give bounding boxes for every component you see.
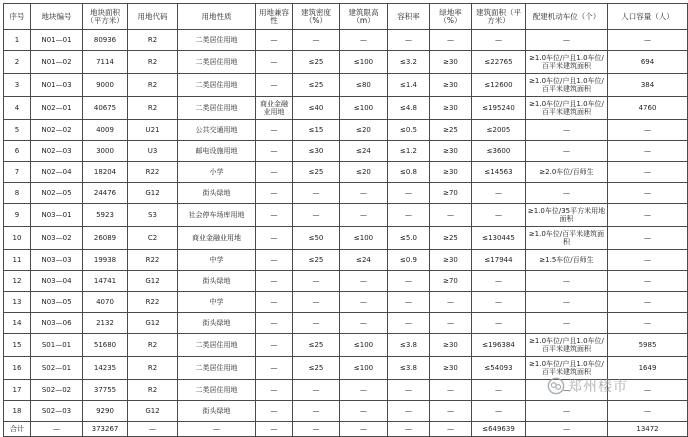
- cell-seq: 13: [4, 292, 31, 313]
- cell-seq: 10: [4, 227, 31, 250]
- cell-area: 19938: [83, 250, 128, 271]
- cell-block-id: N01—03: [31, 74, 83, 97]
- cell-compatibility: —: [256, 250, 293, 271]
- cell-use-type: 社会停车场库用地: [178, 204, 256, 227]
- cell-density: ≤25: [293, 357, 340, 380]
- table-row: [4, 30, 688, 51]
- totals-use-type: —: [178, 422, 256, 437]
- cell-compatibility: —: [256, 292, 293, 313]
- table-row: [4, 141, 688, 162]
- cell-far: ≤0.9: [388, 250, 430, 271]
- cell-far: —: [388, 292, 430, 313]
- table-body: [4, 30, 688, 422]
- cell-use-type: 街头绿地: [178, 401, 256, 422]
- cell-far: ≤3.2: [388, 51, 430, 74]
- watermark: [547, 376, 628, 396]
- cell-use-type: 二类居住用地: [178, 380, 256, 401]
- cell-floor-area: —: [472, 313, 526, 334]
- cell-area: 18204: [83, 162, 128, 183]
- cell-area: 40675: [83, 97, 128, 120]
- header-height: 建筑限高（m）: [340, 4, 388, 30]
- cell-floor-area: ≤195240: [472, 97, 526, 120]
- cell-use-code: U3: [128, 141, 178, 162]
- cell-height: —: [340, 30, 388, 51]
- table-row: [4, 183, 688, 204]
- table-row: [4, 162, 688, 183]
- cell-parking: —: [526, 120, 608, 141]
- cell-seq: 1: [4, 30, 31, 51]
- header-green: 绿地率（%）: [430, 4, 472, 30]
- cell-area: 14741: [83, 271, 128, 292]
- cell-block-id: N03—01: [31, 204, 83, 227]
- cell-area: 3000: [83, 141, 128, 162]
- cell-population: —: [608, 380, 688, 401]
- cell-parking: —: [526, 401, 608, 422]
- cell-population: 5985: [608, 334, 688, 357]
- table-row: [4, 227, 688, 250]
- cell-use-type: 二类居住用地: [178, 357, 256, 380]
- cell-parking: —: [526, 380, 608, 401]
- cell-density: ≤25: [293, 162, 340, 183]
- cell-green: ≥30: [430, 97, 472, 120]
- cell-use-code: R2: [128, 97, 178, 120]
- cell-use-code: R22: [128, 162, 178, 183]
- cell-parking: —: [526, 30, 608, 51]
- cell-use-type: 二类居住用地: [178, 30, 256, 51]
- cell-population: —: [608, 183, 688, 204]
- cell-green: ≥30: [430, 250, 472, 271]
- cell-parking: ≥1.5车位/百师生: [526, 250, 608, 271]
- cell-density: —: [293, 30, 340, 51]
- cell-floor-area: ≤3600: [472, 141, 526, 162]
- cell-height: —: [340, 313, 388, 334]
- watermark-text: 郑州楼市: [568, 379, 628, 395]
- land-use-indicator-table: [3, 3, 688, 437]
- cell-use-code: R2: [128, 51, 178, 74]
- cell-density: —: [293, 292, 340, 313]
- cell-far: —: [388, 183, 430, 204]
- cell-compatibility: —: [256, 162, 293, 183]
- cell-height: ≤100: [340, 334, 388, 357]
- header-row: [4, 4, 688, 30]
- cell-block-id: N03—03: [31, 250, 83, 271]
- cell-compatibility: —: [256, 30, 293, 51]
- cell-height: —: [340, 380, 388, 401]
- cell-height: —: [340, 292, 388, 313]
- cell-population: —: [608, 313, 688, 334]
- cell-far: —: [388, 30, 430, 51]
- cell-use-code: R2: [128, 30, 178, 51]
- cell-green: —: [430, 401, 472, 422]
- cell-height: ≤100: [340, 51, 388, 74]
- cell-compatibility: —: [256, 313, 293, 334]
- cell-use-type: 小学: [178, 162, 256, 183]
- cell-far: ≤0.8: [388, 162, 430, 183]
- cell-use-code: R2: [128, 357, 178, 380]
- cell-floor-area: —: [472, 292, 526, 313]
- cell-density: —: [293, 204, 340, 227]
- cell-compatibility: —: [256, 380, 293, 401]
- cell-population: —: [608, 401, 688, 422]
- cell-use-type: 邮电设施用地: [178, 141, 256, 162]
- cell-area: 5923: [83, 204, 128, 227]
- cell-population: —: [608, 120, 688, 141]
- cell-use-code: R2: [128, 334, 178, 357]
- totals-block-id: —: [31, 422, 83, 437]
- cell-floor-area: —: [472, 204, 526, 227]
- table-row: [4, 292, 688, 313]
- cell-green: ≥30: [430, 334, 472, 357]
- cell-density: ≤15: [293, 120, 340, 141]
- cell-use-type: 街头绿地: [178, 271, 256, 292]
- table-row: [4, 204, 688, 227]
- cell-far: —: [388, 401, 430, 422]
- cell-use-code: G12: [128, 271, 178, 292]
- cell-density: ≤30: [293, 141, 340, 162]
- cell-block-id: S02—02: [31, 380, 83, 401]
- cell-density: —: [293, 401, 340, 422]
- cell-density: ≤25: [293, 74, 340, 97]
- cell-floor-area: —: [472, 30, 526, 51]
- header-density: 建筑密度（%）: [293, 4, 340, 30]
- cell-green: —: [430, 30, 472, 51]
- header-far: 容积率: [388, 4, 430, 30]
- header-area: 地块面积（平方米）: [83, 4, 128, 30]
- cell-block-id: N03—04: [31, 271, 83, 292]
- table-row: [4, 401, 688, 422]
- totals-use-code: —: [128, 422, 178, 437]
- cell-population: 1649: [608, 357, 688, 380]
- cell-parking: —: [526, 271, 608, 292]
- table-row: [4, 97, 688, 120]
- totals-compatibility: —: [256, 422, 293, 437]
- cell-seq: 7: [4, 162, 31, 183]
- cell-compatibility: —: [256, 334, 293, 357]
- header-floor-area: 建筑面积（平方米）: [472, 4, 526, 30]
- cell-use-type: 商业金融业用地: [178, 227, 256, 250]
- cell-use-type: 中学: [178, 292, 256, 313]
- cell-seq: 5: [4, 120, 31, 141]
- cell-green: ≥25: [430, 227, 472, 250]
- cell-parking: —: [526, 141, 608, 162]
- cell-height: —: [340, 204, 388, 227]
- cell-compatibility: —: [256, 401, 293, 422]
- cell-parking: ≥1.0车位/户且1.0车位/百平米建筑面积: [526, 51, 608, 74]
- cell-area: 4009: [83, 120, 128, 141]
- cell-seq: 9: [4, 204, 31, 227]
- cell-height: ≤20: [340, 120, 388, 141]
- cell-parking: ≥1.0车位/35平方米用地面积: [526, 204, 608, 227]
- cell-far: —: [388, 313, 430, 334]
- cell-population: 384: [608, 74, 688, 97]
- cell-floor-area: ≤14563: [472, 162, 526, 183]
- table-row: [4, 313, 688, 334]
- cell-compatibility: —: [256, 357, 293, 380]
- cell-seq: 16: [4, 357, 31, 380]
- cell-far: ≤4.8: [388, 97, 430, 120]
- header-compatibility: 用地兼容性: [256, 4, 293, 30]
- cell-seq: 17: [4, 380, 31, 401]
- cell-area: 80936: [83, 30, 128, 51]
- cell-far: ≤3.8: [388, 334, 430, 357]
- table-row: [4, 74, 688, 97]
- cell-use-code: G12: [128, 401, 178, 422]
- cell-compatibility: —: [256, 183, 293, 204]
- cell-area: 24476: [83, 183, 128, 204]
- cell-seq: 4: [4, 97, 31, 120]
- cell-population: —: [608, 162, 688, 183]
- header-block-id: 地块编号: [31, 4, 83, 30]
- cell-height: ≤100: [340, 97, 388, 120]
- cell-floor-area: ≤196384: [472, 334, 526, 357]
- cell-block-id: N03—02: [31, 227, 83, 250]
- cell-population: —: [608, 292, 688, 313]
- cell-population: —: [608, 141, 688, 162]
- cell-floor-area: —: [472, 380, 526, 401]
- cell-use-type: 二类居住用地: [178, 74, 256, 97]
- cell-parking: —: [526, 292, 608, 313]
- totals-label: 合计: [4, 422, 31, 437]
- cell-use-code: S3: [128, 204, 178, 227]
- wechat-official-account-icon: [547, 377, 565, 395]
- cell-use-type: 二类居住用地: [178, 51, 256, 74]
- cell-height: ≤20: [340, 162, 388, 183]
- cell-seq: 12: [4, 271, 31, 292]
- cell-use-type: 公共交通用地: [178, 120, 256, 141]
- totals-population: 13472: [608, 422, 688, 437]
- header-parking: 配建机动车位（个）: [526, 4, 608, 30]
- cell-area: 51680: [83, 334, 128, 357]
- cell-population: —: [608, 227, 688, 250]
- cell-use-type: 二类居住用地: [178, 334, 256, 357]
- cell-green: ≥30: [430, 357, 472, 380]
- cell-seq: 15: [4, 334, 31, 357]
- cell-use-code: R2: [128, 74, 178, 97]
- cell-block-id: N02—02: [31, 120, 83, 141]
- cell-height: —: [340, 401, 388, 422]
- cell-area: 2132: [83, 313, 128, 334]
- cell-floor-area: ≤54093: [472, 357, 526, 380]
- cell-floor-area: ≤12600: [472, 74, 526, 97]
- cell-area: 9290: [83, 401, 128, 422]
- cell-far: —: [388, 271, 430, 292]
- cell-floor-area: ≤17944: [472, 250, 526, 271]
- header-use-type: 用地性质: [178, 4, 256, 30]
- cell-far: ≤0.5: [388, 120, 430, 141]
- cell-density: —: [293, 313, 340, 334]
- cell-green: ≥30: [430, 51, 472, 74]
- cell-population: —: [608, 204, 688, 227]
- cell-green: —: [430, 292, 472, 313]
- cell-density: ≤25: [293, 51, 340, 74]
- cell-density: ≤25: [293, 250, 340, 271]
- cell-floor-area: —: [472, 271, 526, 292]
- cell-density: ≤40: [293, 97, 340, 120]
- totals-row: [4, 422, 688, 437]
- totals-floor-area: ≤649639: [472, 422, 526, 437]
- cell-height: ≤100: [340, 227, 388, 250]
- cell-population: —: [608, 30, 688, 51]
- cell-seq: 11: [4, 250, 31, 271]
- cell-population: —: [608, 250, 688, 271]
- cell-green: ≥25: [430, 120, 472, 141]
- cell-far: —: [388, 380, 430, 401]
- cell-area: 4070: [83, 292, 128, 313]
- totals-green: —: [430, 422, 472, 437]
- cell-height: —: [340, 183, 388, 204]
- cell-density: —: [293, 380, 340, 401]
- cell-floor-area: ≤22765: [472, 51, 526, 74]
- cell-use-type: 街头绿地: [178, 313, 256, 334]
- cell-height: ≤24: [340, 250, 388, 271]
- cell-floor-area: ≤130445: [472, 227, 526, 250]
- cell-seq: 18: [4, 401, 31, 422]
- cell-use-code: C2: [128, 227, 178, 250]
- cell-seq: 14: [4, 313, 31, 334]
- cell-green: ≥30: [430, 162, 472, 183]
- cell-parking: ≥1.0车位/百平米建筑面积: [526, 227, 608, 250]
- cell-compatibility: —: [256, 74, 293, 97]
- cell-compatibility: —: [256, 271, 293, 292]
- cell-compatibility: —: [256, 204, 293, 227]
- header-use-code: 用地代码: [128, 4, 178, 30]
- cell-use-code: G12: [128, 183, 178, 204]
- cell-area: 7114: [83, 51, 128, 74]
- cell-compatibility: —: [256, 141, 293, 162]
- cell-density: —: [293, 183, 340, 204]
- cell-block-id: N03—05: [31, 292, 83, 313]
- cell-parking: —: [526, 313, 608, 334]
- table-row: [4, 334, 688, 357]
- cell-far: ≤1.4: [388, 74, 430, 97]
- cell-seq: 6: [4, 141, 31, 162]
- cell-far: —: [388, 204, 430, 227]
- cell-green: —: [430, 204, 472, 227]
- cell-parking: ≥1.0车位/户且1.0车位/百平米建筑面积: [526, 97, 608, 120]
- cell-area: 9000: [83, 74, 128, 97]
- cell-block-id: S02—03: [31, 401, 83, 422]
- cell-parking: ≥2.0车位/百师生: [526, 162, 608, 183]
- cell-compatibility: 商业金融业用地: [256, 97, 293, 120]
- cell-use-type: 中学: [178, 250, 256, 271]
- cell-block-id: N02—04: [31, 162, 83, 183]
- totals-height: —: [340, 422, 388, 437]
- totals-density: —: [293, 422, 340, 437]
- cell-density: ≤50: [293, 227, 340, 250]
- cell-density: —: [293, 271, 340, 292]
- cell-floor-area: —: [472, 401, 526, 422]
- header-seq: 序号: [4, 4, 31, 30]
- totals-far: —: [388, 422, 430, 437]
- cell-use-type: 二类居住用地: [178, 97, 256, 120]
- table-row: [4, 120, 688, 141]
- cell-use-code: R22: [128, 250, 178, 271]
- totals-area: 373267: [83, 422, 128, 437]
- cell-far: ≤5.0: [388, 227, 430, 250]
- cell-floor-area: ≤2005: [472, 120, 526, 141]
- cell-block-id: N03—06: [31, 313, 83, 334]
- cell-height: ≤24: [340, 141, 388, 162]
- cell-seq: 8: [4, 183, 31, 204]
- cell-parking: —: [526, 183, 608, 204]
- cell-use-code: R22: [128, 292, 178, 313]
- cell-block-id: N01—02: [31, 51, 83, 74]
- table-row: [4, 51, 688, 74]
- cell-height: —: [340, 271, 388, 292]
- totals-parking: —: [526, 422, 608, 437]
- cell-seq: 3: [4, 74, 31, 97]
- cell-compatibility: —: [256, 120, 293, 141]
- cell-parking: ≥1.0车位/户且1.0车位/百平米建筑面积: [526, 74, 608, 97]
- cell-block-id: N02—01: [31, 97, 83, 120]
- cell-compatibility: —: [256, 51, 293, 74]
- cell-area: 14235: [83, 357, 128, 380]
- cell-compatibility: —: [256, 227, 293, 250]
- header-population: 人口容量（人）: [608, 4, 688, 30]
- cell-use-code: R2: [128, 380, 178, 401]
- cell-block-id: N02—03: [31, 141, 83, 162]
- cell-population: 694: [608, 51, 688, 74]
- cell-far: ≤3.8: [388, 357, 430, 380]
- cell-block-id: S02—01: [31, 357, 83, 380]
- table-row: [4, 250, 688, 271]
- cell-block-id: N01—01: [31, 30, 83, 51]
- cell-parking: ≥1.0车位/户且1.0车位/百平米建筑面积: [526, 357, 608, 380]
- cell-green: ≥70: [430, 183, 472, 204]
- cell-use-type: 街头绿地: [178, 183, 256, 204]
- cell-seq: 2: [4, 51, 31, 74]
- cell-height: ≤100: [340, 357, 388, 380]
- cell-height: ≤80: [340, 74, 388, 97]
- cell-area: 37755: [83, 380, 128, 401]
- cell-parking: ≥1.0车位/户且1.0车位/百平米建筑面积: [526, 334, 608, 357]
- cell-green: ≥30: [430, 74, 472, 97]
- cell-block-id: N02—05: [31, 183, 83, 204]
- cell-block-id: S01—01: [31, 334, 83, 357]
- cell-green: —: [430, 380, 472, 401]
- cell-use-code: G12: [128, 313, 178, 334]
- cell-floor-area: —: [472, 183, 526, 204]
- table-row: [4, 271, 688, 292]
- cell-density: ≤25: [293, 334, 340, 357]
- cell-population: —: [608, 271, 688, 292]
- cell-use-code: U21: [128, 120, 178, 141]
- cell-area: 26089: [83, 227, 128, 250]
- cell-green: ≥70: [430, 271, 472, 292]
- cell-green: —: [430, 313, 472, 334]
- cell-green: ≥30: [430, 141, 472, 162]
- cell-far: ≤1.2: [388, 141, 430, 162]
- cell-population: 4760: [608, 97, 688, 120]
